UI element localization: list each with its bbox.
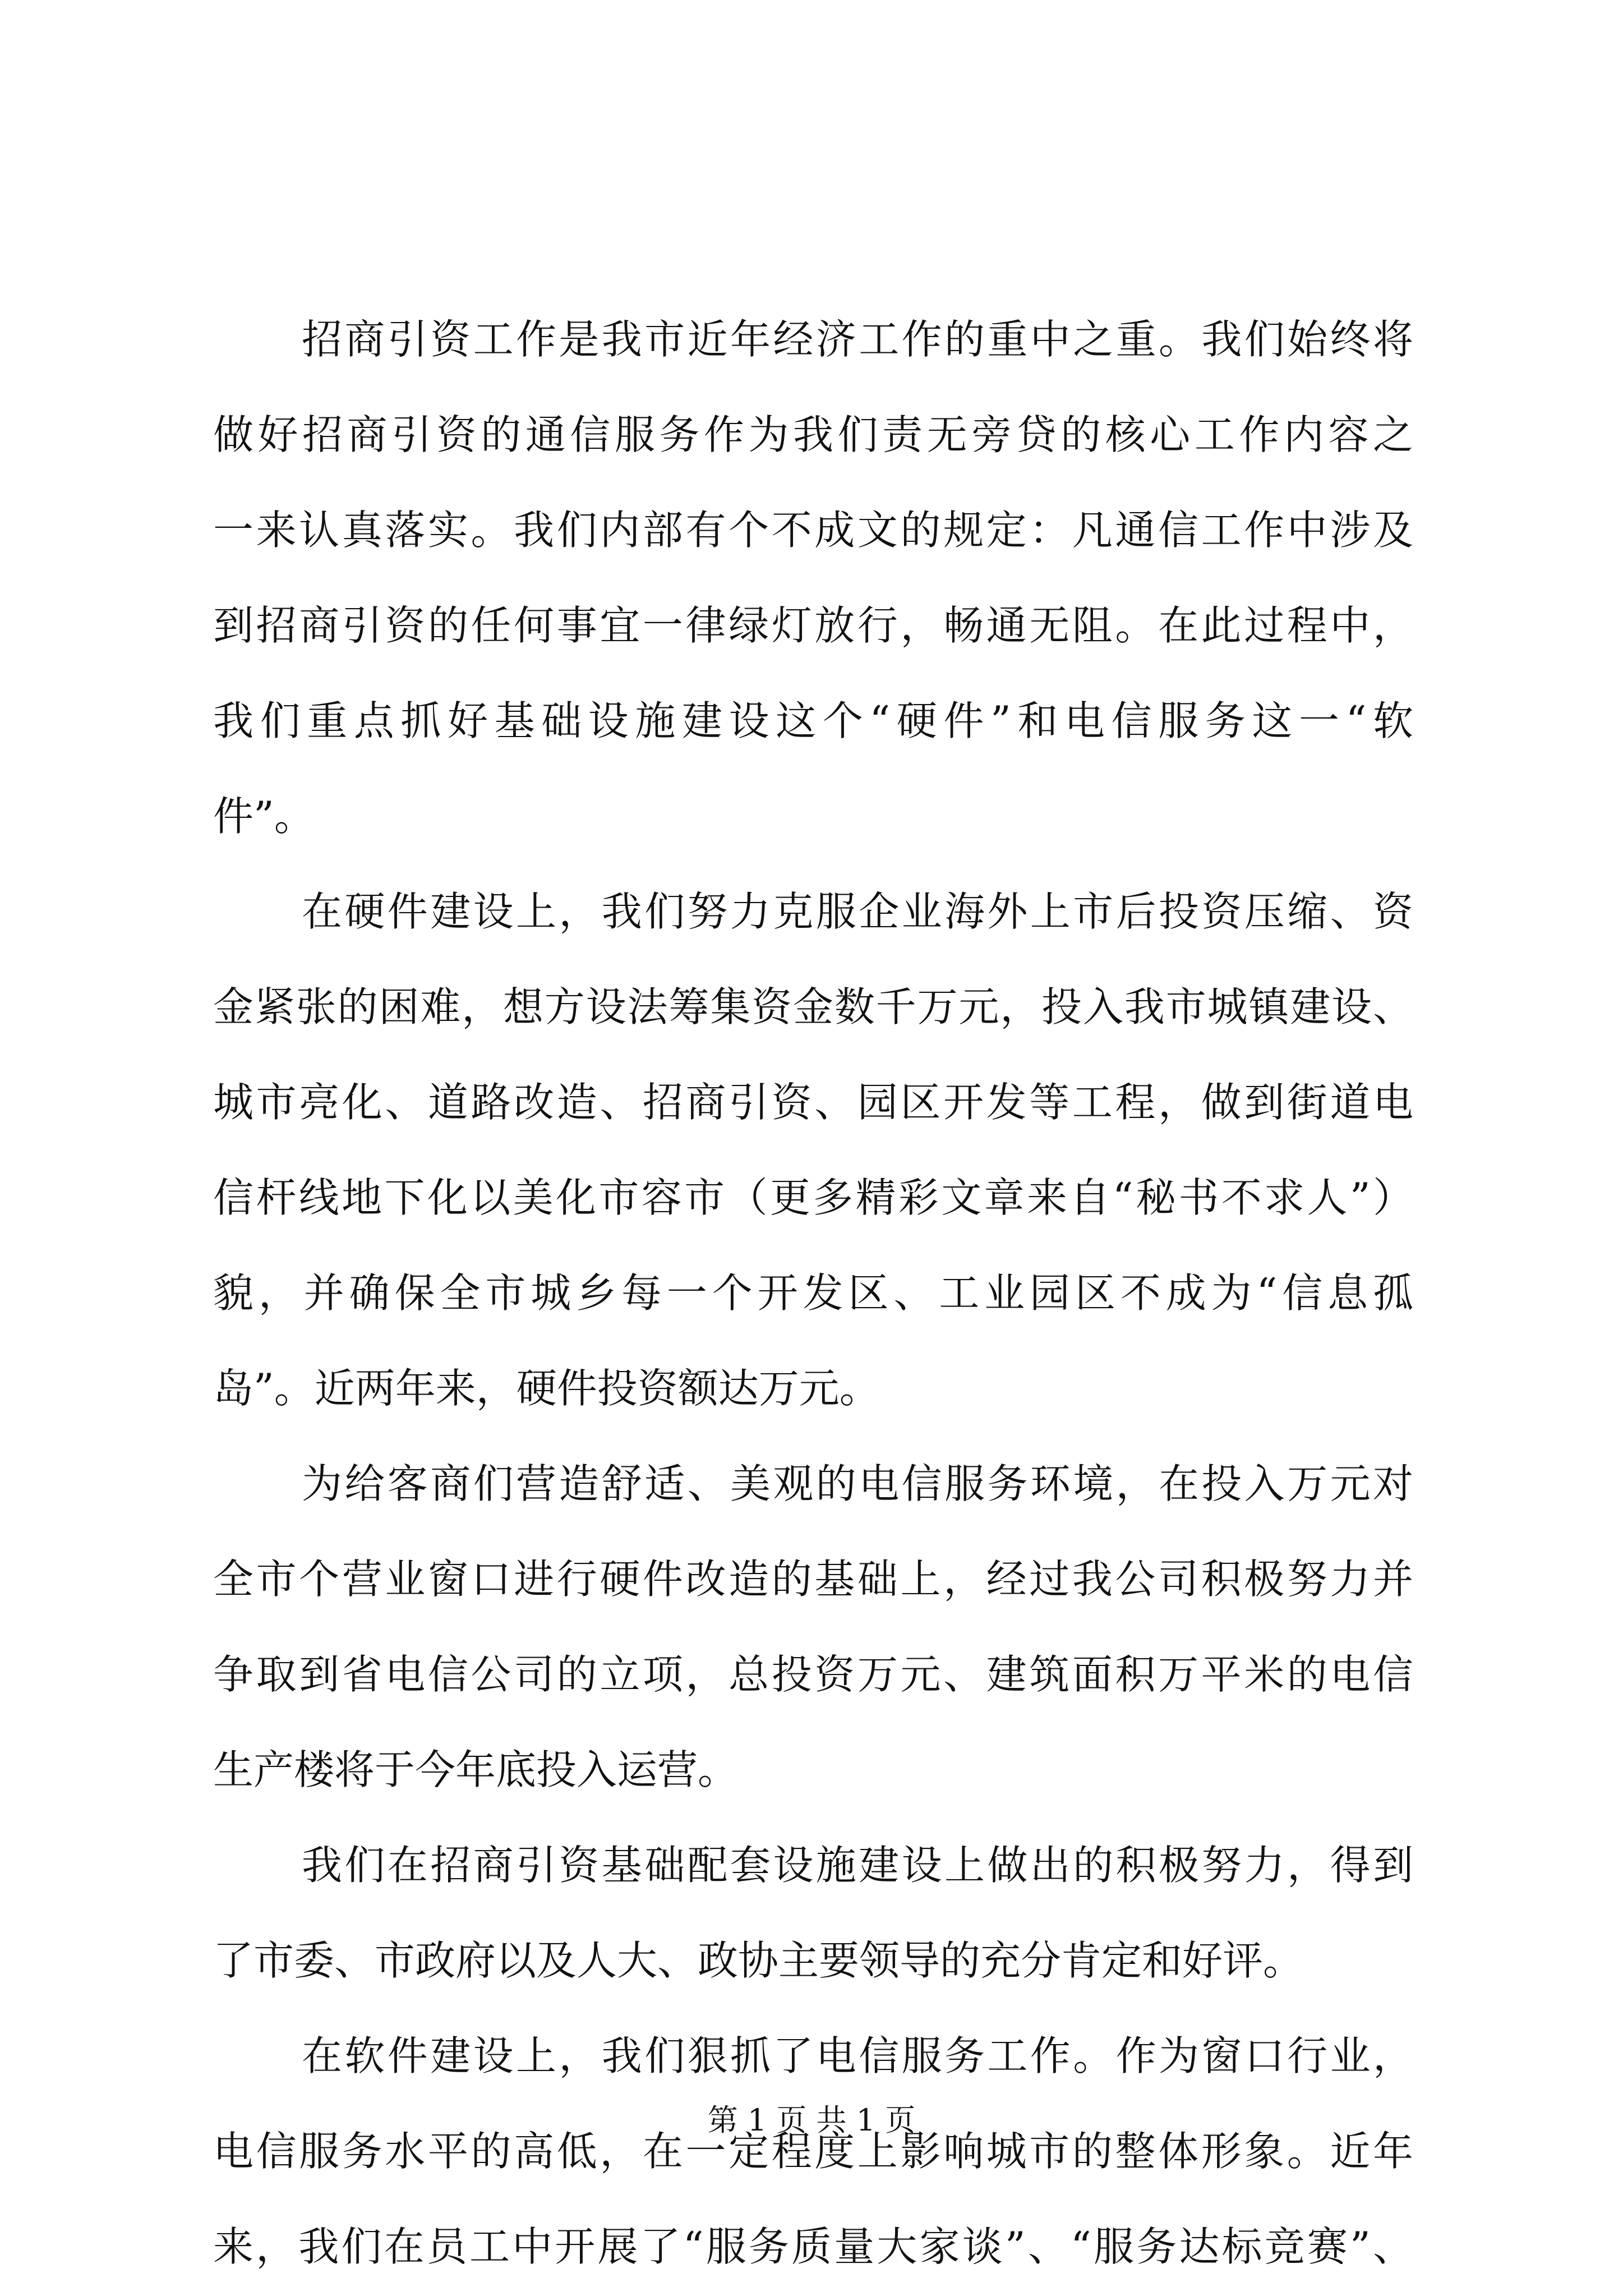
document-body — [213, 292, 1413, 2294]
text-line: 为给客商们营造舒适、美观的电信服务环境，在投入万元对 — [302, 1460, 1413, 1507]
text-line: 了市委、市政府以及人大、政协主要领导的充分肯定和好评。 — [213, 1937, 1304, 1984]
text-line: 做好招商引资的通信服务作为我们责无旁贷的核心工作内容之 — [213, 411, 1413, 458]
text-line: 件”。 — [213, 793, 315, 840]
text-line: 全市个营业窗口进行硬件改造的基础上，经过我公司积极努力并 — [213, 1556, 1413, 1603]
text-line: 岛”。近两年来，硬件投资额达万元。 — [213, 1365, 880, 1412]
text-line: 生产楼将于今年底投入运营。 — [213, 1746, 739, 1793]
text-line: 在硬件建设上，我们努力克服企业海外上市后投资压缩、资 — [302, 888, 1413, 935]
text-line: 金紧张的困难，想方设法筹集资金数千万元，投入我市城镇建设、 — [213, 983, 1413, 1030]
text-line: 电信服务水平的高低，在一定程度上影响城市的整体形象。近年 — [213, 2128, 1413, 2175]
text-line: 貌，并确保全市城乡每一个开发区、工业园区不成为“信息孤 — [213, 1269, 1413, 1317]
text-line: 我们重点抓好基础设施建设这个“硬件”和电信服务这一“软 — [213, 697, 1413, 744]
text-line: 争取到省电信公司的立项，总投资万元、建筑面积万平米的电信 — [213, 1651, 1413, 1698]
text-line: 在软件建设上，我们狠抓了电信服务工作。作为窗口行业， — [302, 2032, 1413, 2079]
text-line: 城市亮化、道路改造、招商引资、园区开发等工程，做到街道电 — [213, 1079, 1413, 1126]
text-line: 我们在招商引资基础配套设施建设上做出的积极努力，得到 — [302, 1842, 1413, 1889]
page-footer: 第 1 页 共 1 页 — [707, 2102, 916, 2138]
text-line: 到招商引资的任何事宜一律绿灯放行，畅通无阻。在此过程中， — [213, 602, 1413, 649]
text-line: 招商引资工作是我市近年经济工作的重中之重。我们始终将 — [302, 316, 1413, 363]
text-line: 来，我们在员工中开展了“服务质量大家谈”、“服务达标竞赛”、 — [213, 2223, 1413, 2270]
text-line: 一来认真落实。我们内部有个不成文的规定：凡通信工作中涉及 — [213, 507, 1413, 554]
text-line: 信杆线地下化以美化市容市（更多精彩文章来自“秘书不求人”） — [213, 1174, 1413, 1221]
